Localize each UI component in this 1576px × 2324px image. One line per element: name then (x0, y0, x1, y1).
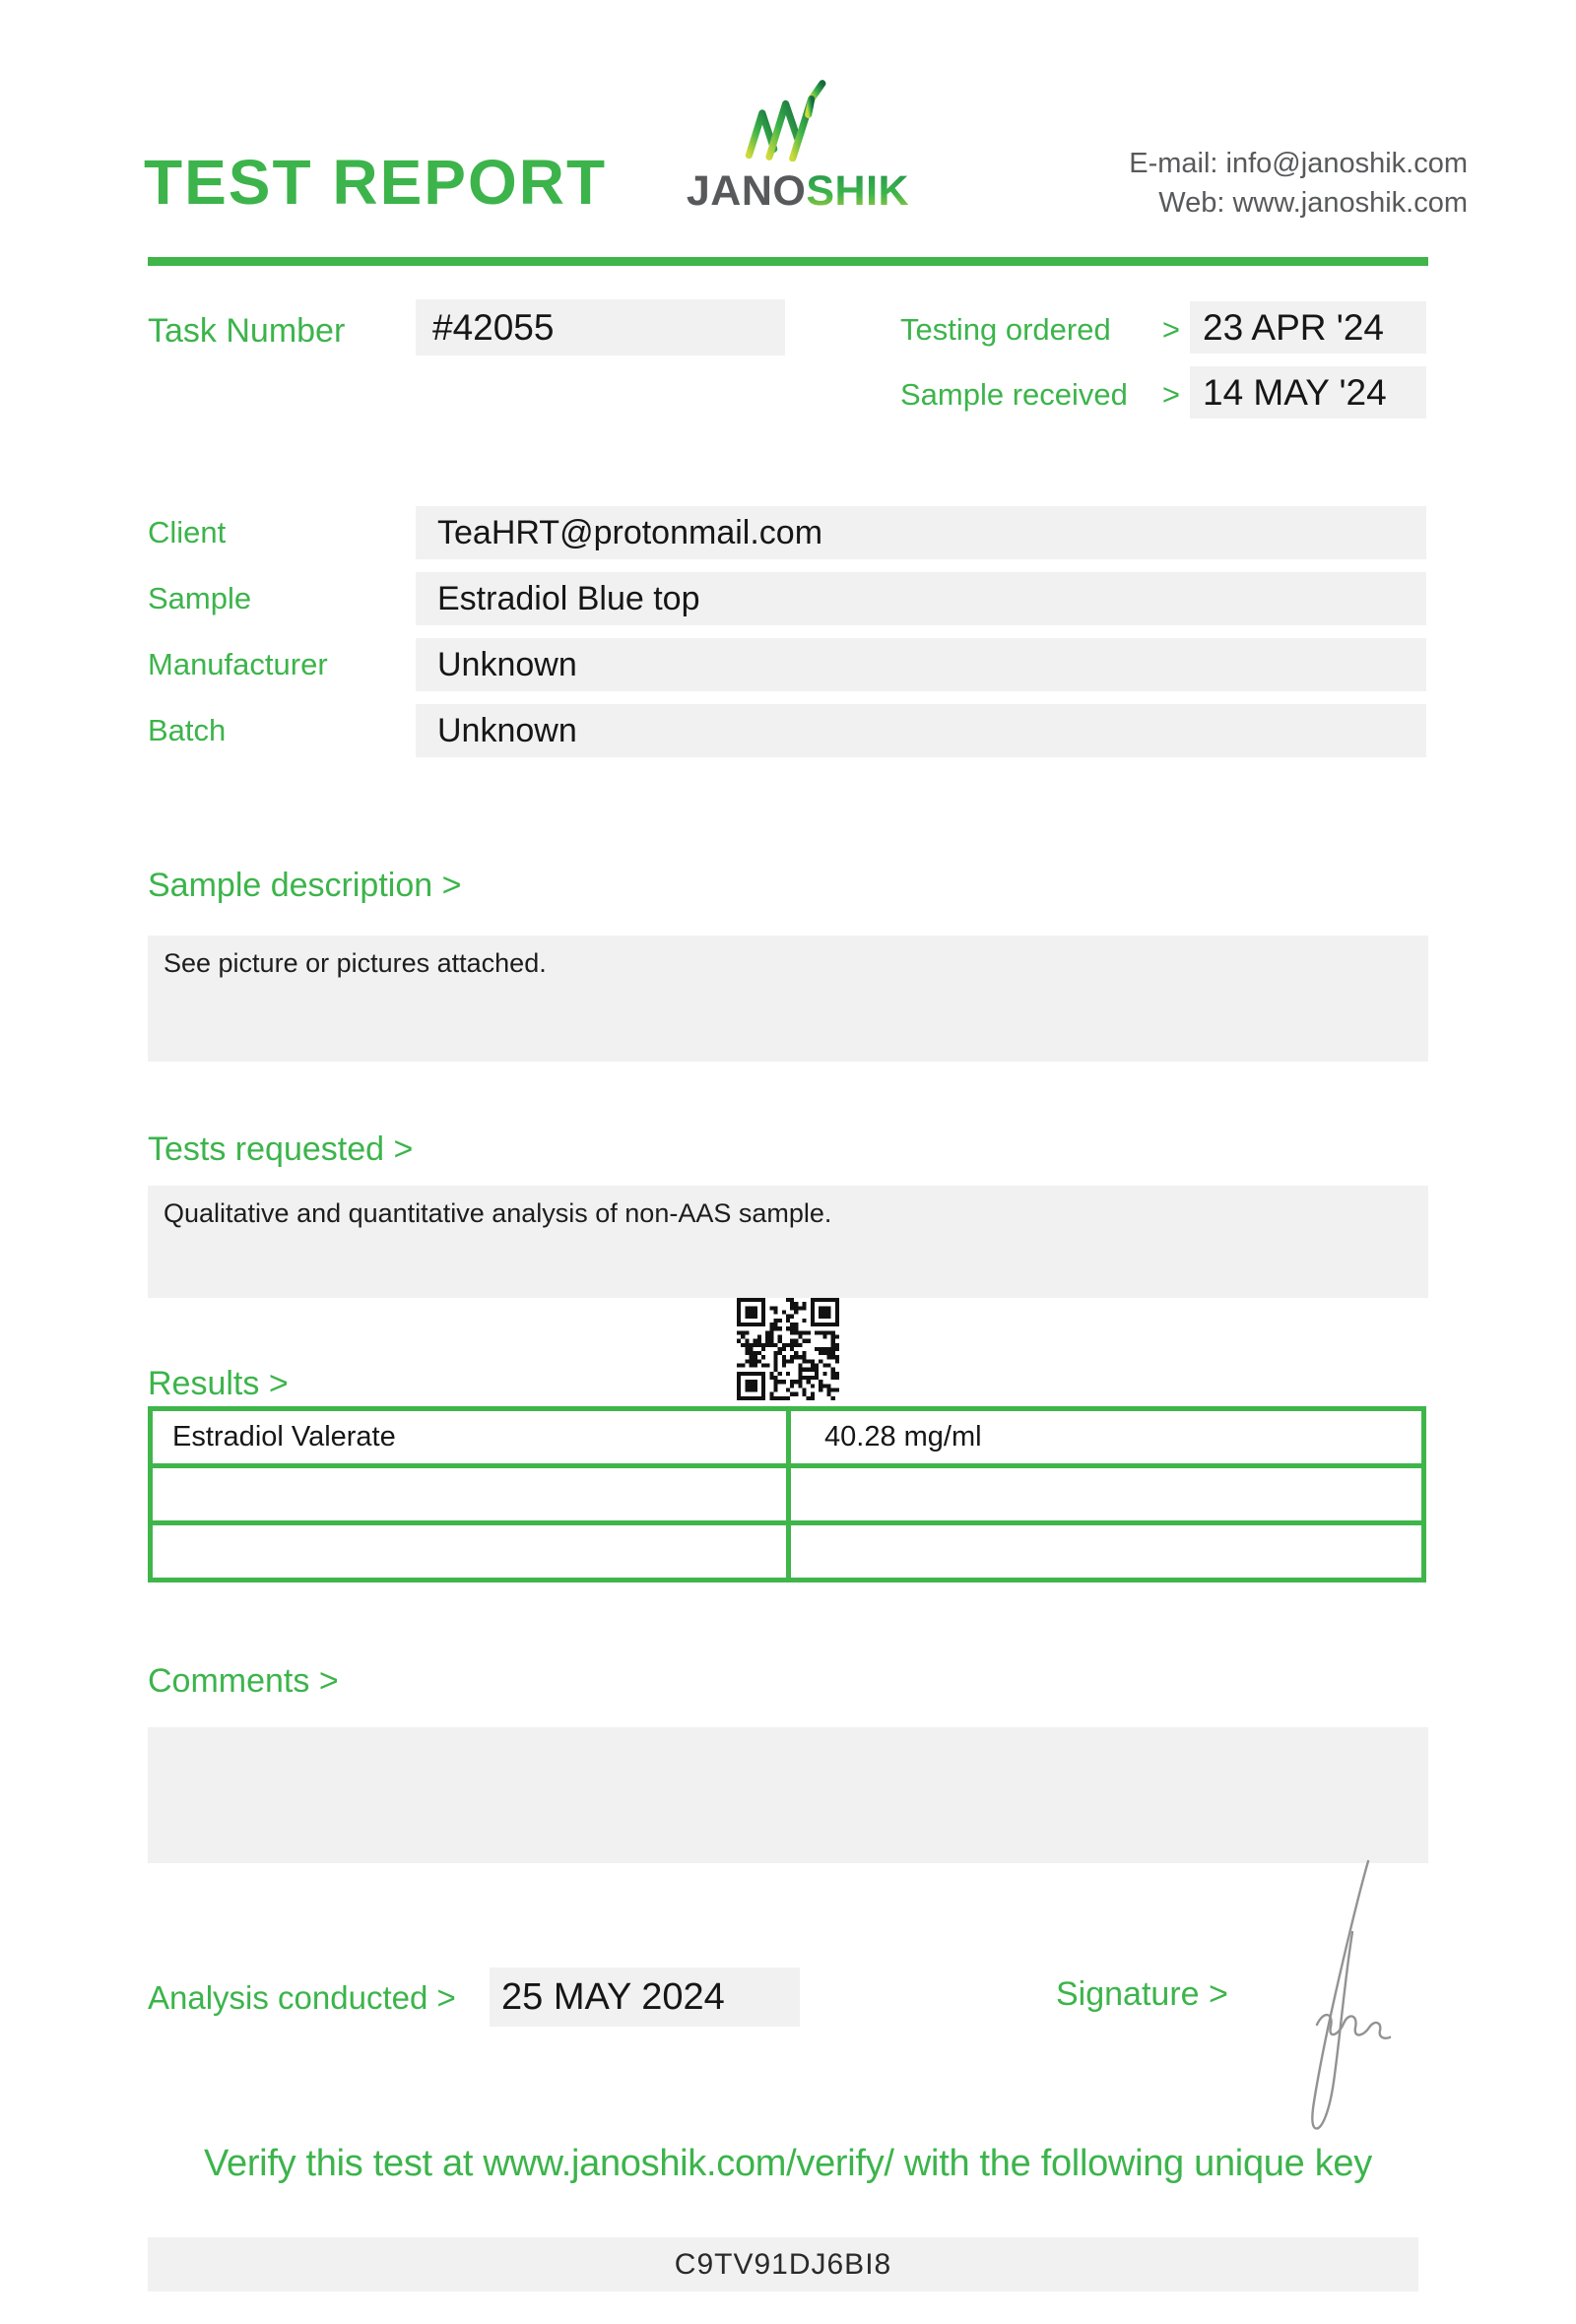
contact-block (1129, 144, 1468, 223)
page-title: TEST REPORT (144, 147, 608, 218)
janoshik-brand (678, 167, 918, 216)
tests-requested-box (148, 1186, 1428, 1298)
result-name (153, 1525, 791, 1578)
signature-image (1273, 1855, 1391, 2143)
batch-label: Batch (148, 713, 227, 747)
client-value: TeaHRT@protonmail.com (437, 514, 823, 551)
sample-value: Estradiol Blue top (437, 580, 700, 617)
batch-value: Unknown (437, 712, 577, 749)
sample-description-box (148, 936, 1428, 1062)
client-field (416, 506, 1426, 559)
table-row (153, 1525, 1421, 1578)
client-label: Client (148, 515, 227, 549)
results-heading: Results > (148, 1365, 289, 1402)
results-table (148, 1406, 1426, 1582)
comments-box (148, 1727, 1428, 1863)
task-number-value: #42055 (432, 307, 555, 348)
table-row (153, 1468, 1421, 1525)
task-number-label: Task Number (148, 312, 346, 350)
header-divider (148, 257, 1428, 266)
batch-field (416, 704, 1426, 757)
arrow-glyph: > (1161, 312, 1180, 347)
signature-label: Signature > (1056, 1975, 1228, 2013)
arrow-glyph: > (1161, 377, 1180, 412)
result-name (153, 1468, 791, 1520)
growth-chart-icon (741, 79, 835, 161)
table-row (153, 1411, 1421, 1468)
comments-heading: Comments > (148, 1662, 339, 1700)
sample-description-heading: Sample description > (148, 867, 462, 904)
comments-text (148, 1727, 1428, 1753)
task-number-field (416, 299, 785, 355)
sample-field (416, 572, 1426, 625)
sample-received-label: Sample received > (900, 377, 1180, 412)
brand-shik: SHIK (806, 167, 910, 215)
sample-description-text: See picture or pictures attached. (164, 948, 547, 978)
tests-requested-heading: Tests requested > (148, 1130, 414, 1168)
manufacturer-value: Unknown (437, 646, 577, 683)
contact-web: Web: www.janoshik.com (1158, 187, 1468, 219)
tests-requested-text: Qualitative and quantitative analysis of non-AAS sample. (164, 1198, 832, 1228)
testing-ordered-label: Testing ordered > (900, 312, 1180, 347)
verify-instruction: Verify this test at www.janoshik.com/verify/ with the following unique key (204, 2143, 1372, 2184)
contact-email: E-mail: info@janoshik.com (1129, 148, 1468, 179)
analysis-conducted-label: Analysis conducted > (148, 1979, 456, 2016)
result-value (791, 1525, 1421, 1578)
sample-label: Sample (148, 581, 252, 615)
result-name: Estradiol Valerate (153, 1411, 791, 1463)
qr-code (737, 1298, 839, 1400)
manufacturer-label: Manufacturer (148, 647, 328, 681)
result-value (791, 1468, 1421, 1520)
analysis-date-value: 25 MAY 2024 (501, 1976, 725, 2018)
manufacturer-field (416, 638, 1426, 691)
unique-key-value: C9TV91DJ6BI8 (674, 2248, 892, 2281)
result-value: 40.28 mg/ml (824, 1421, 982, 1452)
analysis-date-field (490, 1968, 800, 2027)
testing-ordered-value: 23 APR '24 (1203, 307, 1384, 348)
unique-key-field (148, 2237, 1418, 2292)
brand-jano: JANO (686, 167, 807, 215)
testing-ordered-field (1190, 301, 1426, 354)
sample-received-field (1190, 366, 1426, 419)
sample-received-value: 14 MAY '24 (1203, 372, 1387, 413)
